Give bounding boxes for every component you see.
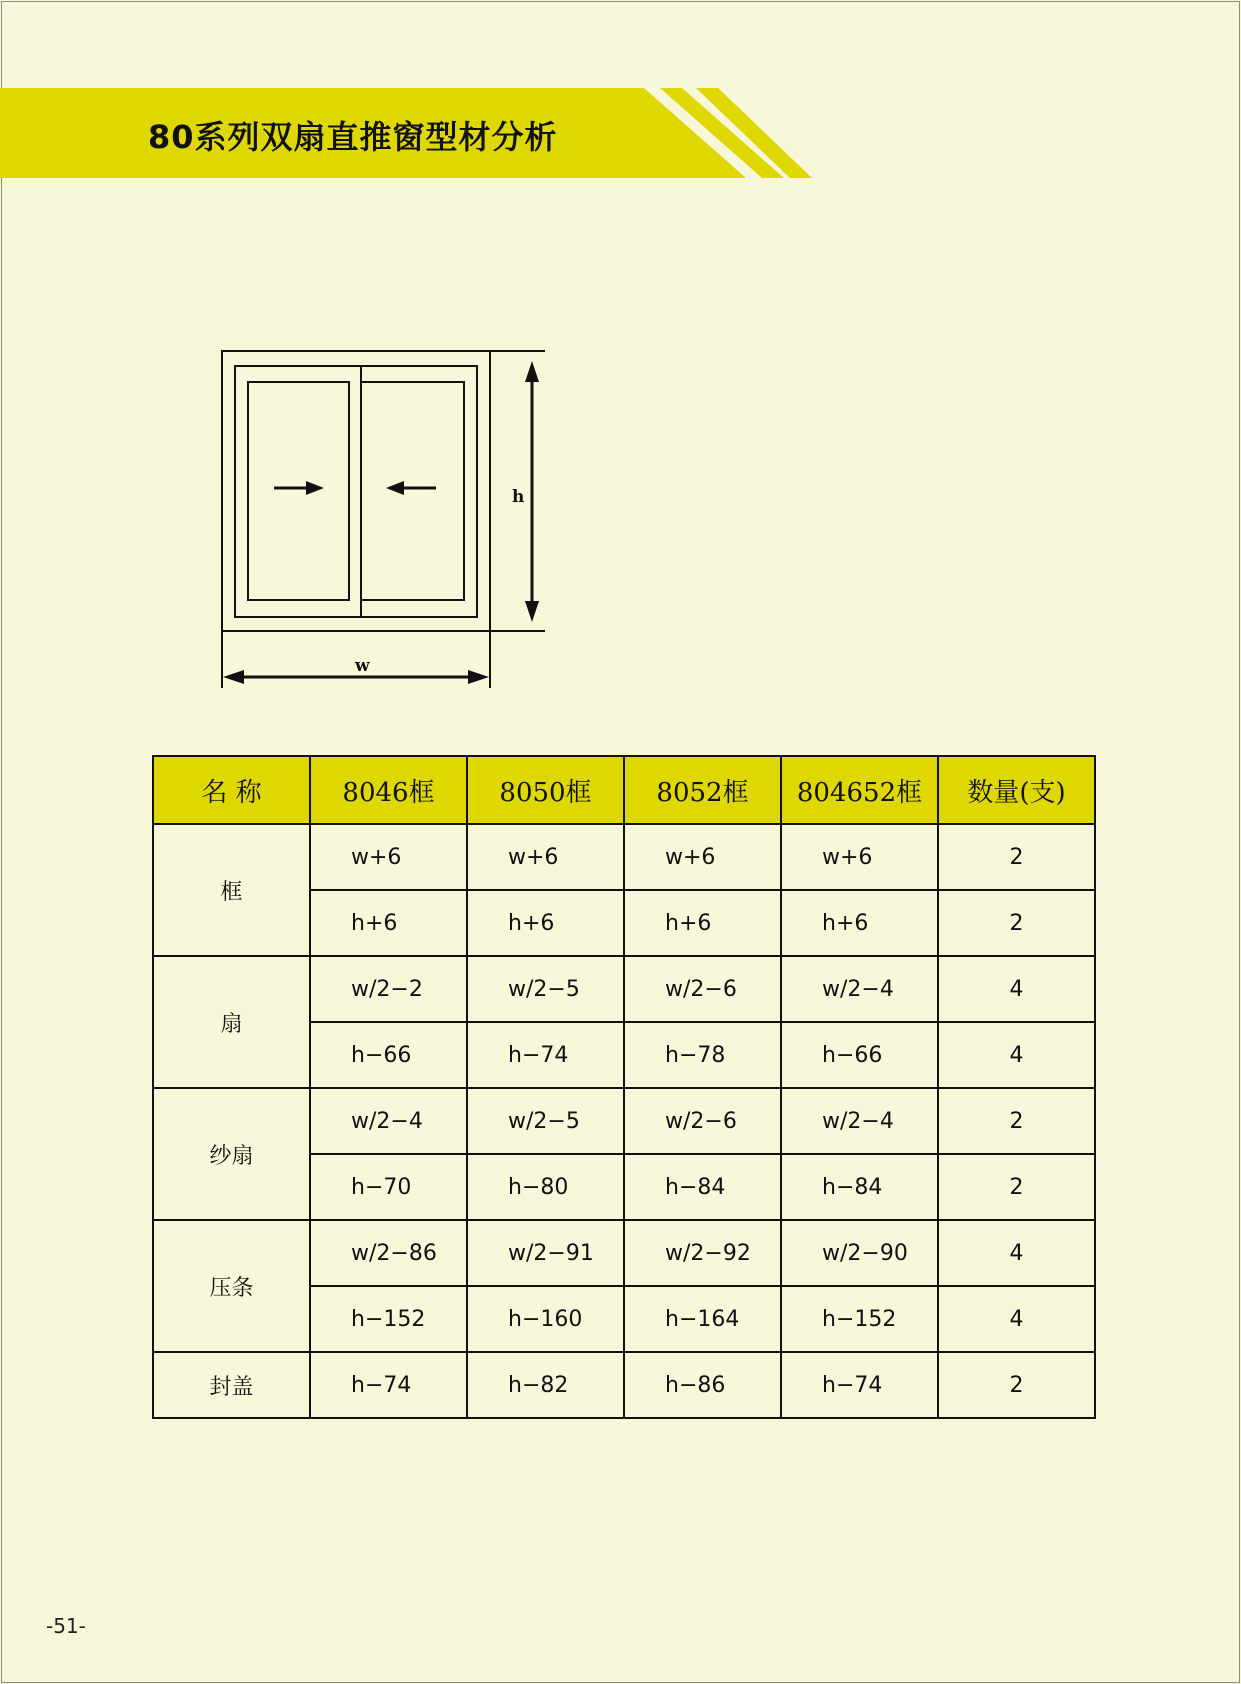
- table-cell: h−160: [467, 1286, 624, 1352]
- qty-cell: 2: [938, 890, 1095, 956]
- table-cell: w+6: [467, 824, 624, 890]
- table-cell: h−80: [467, 1154, 624, 1220]
- table-cell: w+6: [624, 824, 781, 890]
- table-cell: h−84: [624, 1154, 781, 1220]
- table-cell: h−74: [781, 1352, 938, 1418]
- table-cell: h−74: [310, 1352, 467, 1418]
- right-sash-glass: [361, 382, 464, 600]
- profile-table: [152, 755, 1096, 1419]
- table-cell: h+6: [781, 890, 938, 956]
- table-cell: w+6: [310, 824, 467, 890]
- table-cell: h−66: [310, 1022, 467, 1088]
- row-name-sash: 扇: [153, 956, 310, 1088]
- row-name-screen-sash: 纱扇: [153, 1088, 310, 1220]
- arrow-left-icon: [386, 481, 436, 495]
- header-name: 名 称: [153, 756, 310, 824]
- table-cell: h+6: [310, 890, 467, 956]
- table-cell: w/2−6: [624, 956, 781, 1022]
- table-row: [153, 1352, 1095, 1418]
- header-8046: 8046框: [310, 756, 467, 824]
- row-name-cap: 封盖: [153, 1352, 310, 1418]
- left-sash-glass: [248, 382, 349, 600]
- header-804652: 804652框: [781, 756, 938, 824]
- table-cell: h−66: [781, 1022, 938, 1088]
- table-cell: h−152: [310, 1286, 467, 1352]
- table-cell: w/2−86: [310, 1220, 467, 1286]
- table-cell: h−84: [781, 1154, 938, 1220]
- table-row: [153, 824, 1095, 890]
- qty-cell: 2: [938, 824, 1095, 890]
- table-row: [153, 1088, 1095, 1154]
- width-label: w: [355, 656, 370, 676]
- table-cell: w/2−4: [310, 1088, 467, 1154]
- table-header-row: [153, 756, 1095, 824]
- row-name-bead: 压条: [153, 1220, 310, 1352]
- table-cell: w/2−4: [781, 1088, 938, 1154]
- table-cell: h−164: [624, 1286, 781, 1352]
- table-cell: w/2−90: [781, 1220, 938, 1286]
- page-number: -51-: [46, 1614, 86, 1638]
- table-cell: w/2−91: [467, 1220, 624, 1286]
- table-cell: w/2−4: [781, 956, 938, 1022]
- header-qty: 数量(支): [938, 756, 1095, 824]
- table-cell: h−152: [781, 1286, 938, 1352]
- table-cell: h−82: [467, 1352, 624, 1418]
- qty-cell: 2: [938, 1154, 1095, 1220]
- header-8050: 8050框: [467, 756, 624, 824]
- qty-cell: 4: [938, 1220, 1095, 1286]
- qty-cell: 2: [938, 1088, 1095, 1154]
- header-8052: 8052框: [624, 756, 781, 824]
- table-cell: w/2−5: [467, 956, 624, 1022]
- table-cell: h+6: [624, 890, 781, 956]
- table-cell: w/2−92: [624, 1220, 781, 1286]
- row-name-frame: 框: [153, 824, 310, 956]
- table-row: [153, 1220, 1095, 1286]
- window-diagram: [0, 0, 1241, 720]
- arrow-right-icon: [274, 481, 324, 495]
- table-cell: w+6: [781, 824, 938, 890]
- height-label: h: [512, 487, 525, 507]
- table-cell: w/2−2: [310, 956, 467, 1022]
- table-cell: w/2−6: [624, 1088, 781, 1154]
- table-cell: h−74: [467, 1022, 624, 1088]
- table-row: [153, 956, 1095, 1022]
- table-cell: h−70: [310, 1154, 467, 1220]
- qty-cell: 4: [938, 1022, 1095, 1088]
- inner-frame: [235, 366, 477, 617]
- table-cell: w/2−5: [467, 1088, 624, 1154]
- table-cell: h−86: [624, 1352, 781, 1418]
- table-cell: h+6: [467, 890, 624, 956]
- qty-cell: 4: [938, 1286, 1095, 1352]
- page-title: 80系列双扇直推窗型材分析: [148, 118, 558, 156]
- qty-cell: 4: [938, 956, 1095, 1022]
- outer-frame: [222, 351, 490, 631]
- height-dimension: [525, 361, 539, 622]
- table-cell: h−78: [624, 1022, 781, 1088]
- qty-cell: 2: [938, 1352, 1095, 1418]
